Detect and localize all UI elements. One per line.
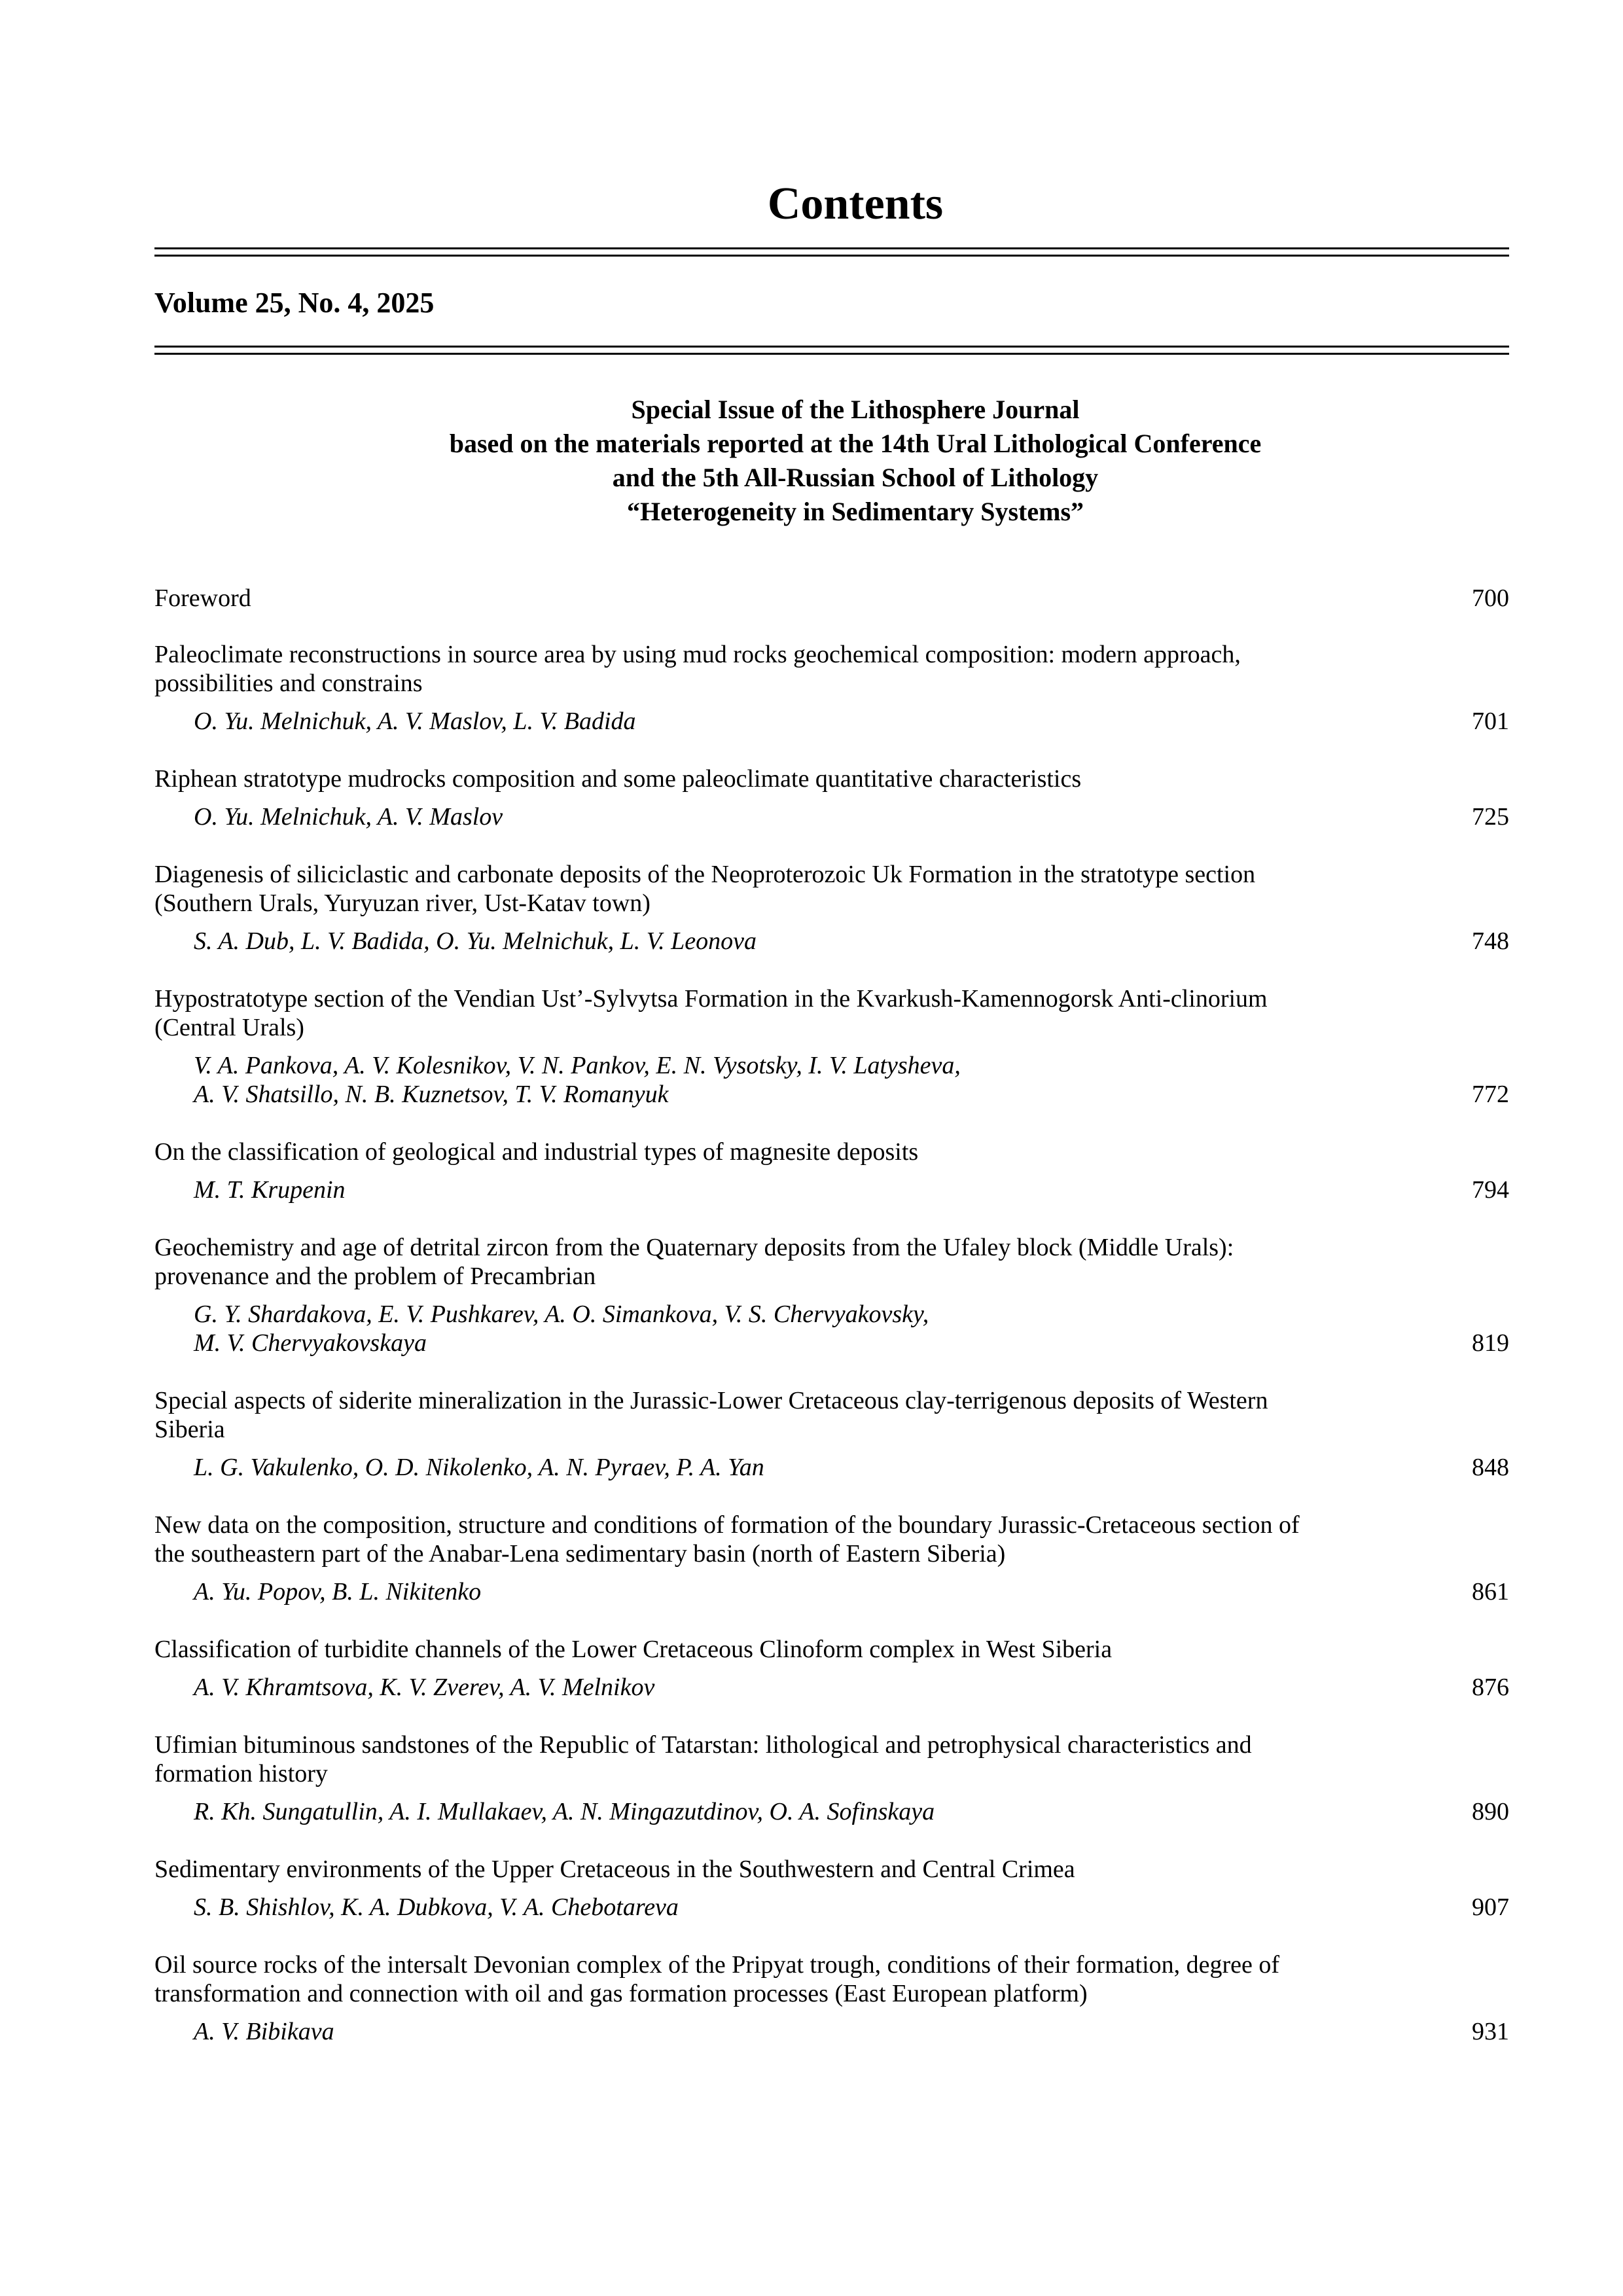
author-line: A. V. Shatsillo, N. B. Kuznetsov, T. V. Romanyuk [194, 1081, 669, 1108]
toc-entry[interactable] [154, 639, 1509, 736]
author-line: M. T. Krupenin [194, 1176, 346, 1204]
rule-line [154, 353, 1509, 355]
toc-entry[interactable] [154, 1385, 1509, 1482]
article-title[interactable]: On the classification of geological and industrial types of magnesite deposits [154, 1138, 919, 1166]
page-number: 748 [1472, 927, 1509, 955]
page-number: 794 [1472, 1176, 1509, 1204]
page-number: 848 [1472, 1454, 1509, 1481]
toc-entry[interactable] [154, 1509, 1509, 1606]
article-title[interactable]: Diagenesis of siliciclastic and carbonate deposits of the Neoproterozoic Uk Formation in the stratotype section (Southern Urals, Yuryuzan river, Ust-Katav town) [154, 861, 1256, 917]
author-line: L. G. Vakulenko, O. D. Nikolenko, A. N. Pyraev, P. A. Yan [194, 1454, 764, 1481]
author-line: A. V. Khramtsova, K. V. Zverev, A. V. Melnikov [194, 1674, 655, 1701]
article-authors [154, 1453, 1306, 1482]
author-line: S. A. Dub, L. V. Badida, O. Yu. Melnichuk, L. V. Leonova [194, 927, 757, 955]
rule-line [154, 255, 1509, 257]
author-line: V. A. Pankova, A. V. Kolesnikov, V. N. Pankov, E. N. Vysotsky, I. V. Latysheva, [194, 1052, 961, 1079]
article-authors [154, 802, 1306, 831]
author-line: R. Kh. Sungatullin, A. I. Mullakaev, A. N. Mingazutdinov, O. A. Sofinskaya [194, 1798, 935, 1825]
page-number: 819 [1472, 1329, 1509, 1357]
toc-entry[interactable] [154, 859, 1509, 956]
article-authors [154, 1300, 1306, 1357]
article-title[interactable]: Classification of turbidite channels of the Lower Cretaceous Clinoform complex in West Siberia [154, 1636, 1113, 1663]
special-issue-line: and the 5th All-Russian School of Lithology [612, 463, 1099, 492]
toc-entry[interactable] [154, 583, 1509, 613]
article-title[interactable]: Foreword [154, 584, 251, 612]
toc-entry[interactable] [154, 1232, 1509, 1357]
page-number: 701 [1472, 708, 1509, 735]
article-title[interactable]: Special aspects of siderite mineralization in the Jurassic-Lower Cretaceous clay-terrigenous deposits of Western Siberia [154, 1387, 1268, 1443]
article-authors [154, 1797, 1306, 1826]
article-title[interactable]: Ufimian bituminous sandstones of the Republic of Tatarstan: lithological and petrophysical characteristics and formation history [154, 1731, 1252, 1787]
page-title: Contents [767, 179, 944, 229]
volume-label: Volume 25, No. 4, 2025 [154, 287, 435, 319]
article-title[interactable]: Riphean stratotype mudrocks composition and some paleoclimate quantitative characteristics [154, 765, 1082, 793]
toc-entry[interactable] [154, 1854, 1509, 1922]
article-authors [154, 1577, 1306, 1606]
article-title[interactable]: Paleoclimate reconstructions in source area by using mud rocks geochemical composition: modern approach, possibilities and constrains [154, 641, 1241, 697]
article-authors [154, 1893, 1306, 1922]
toc-entry[interactable] [154, 1136, 1509, 1204]
author-line: A. Yu. Popov, B. L. Nikitenko [194, 1578, 482, 1605]
toc-entry[interactable] [154, 763, 1509, 831]
page-number: 876 [1472, 1674, 1509, 1701]
rule-line [154, 247, 1509, 249]
page-number: 931 [1472, 2018, 1509, 2045]
author-line: O. Yu. Melnichuk, A. V. Maslov [194, 803, 503, 831]
author-line: M. V. Chervyakovskaya [194, 1329, 427, 1357]
toc-entry[interactable] [154, 983, 1509, 1109]
toc-entry[interactable] [154, 1949, 1509, 2046]
page-number: 772 [1472, 1081, 1509, 1108]
author-line: O. Yu. Melnichuk, A. V. Maslov, L. V. Badida [194, 708, 636, 735]
toc-entry[interactable] [154, 1729, 1509, 1826]
page-number: 907 [1472, 1893, 1509, 1921]
article-authors [154, 707, 1306, 736]
article-title[interactable]: Sedimentary environments of the Upper Cretaceous in the Southwestern and Central Crimea [154, 1856, 1075, 1883]
article-title[interactable]: Geochemistry and age of detrital zircon from the Quaternary deposits from the Ufaley block (Middle Urals): provenance and the problem of Precambrian [154, 1234, 1234, 1290]
page-number: 861 [1472, 1578, 1509, 1605]
double-rule-divider [154, 346, 1509, 357]
author-line: G. Y. Shardakova, E. V. Pushkarev, A. O. Simankova, V. S. Chervyakovsky, [194, 1300, 929, 1328]
article-authors [154, 1051, 1306, 1109]
article-authors [154, 1673, 1306, 1702]
special-issue-heading [154, 393, 1509, 529]
page-number: 890 [1472, 1798, 1509, 1825]
special-issue-line: based on the materials reported at the 14th Ural Lithological Conference [449, 429, 1262, 458]
toc-entry[interactable] [154, 1634, 1509, 1702]
page-number: 700 [1472, 584, 1509, 612]
article-authors [154, 2017, 1306, 2046]
special-issue-line: Special Issue of the Lithosphere Journal [631, 395, 1080, 424]
double-rule-divider [154, 247, 1509, 259]
special-issue-line: “Heterogeneity in Sedimentary Systems” [626, 497, 1084, 526]
page-number: 725 [1472, 803, 1509, 831]
table-of-contents [154, 583, 1509, 2073]
author-line: S. B. Shishlov, K. A. Dubkova, V. A. Chebotareva [194, 1893, 679, 1921]
article-authors [154, 1175, 1306, 1204]
rule-line [154, 346, 1509, 348]
author-line: A. V. Bibikava [194, 2018, 334, 2045]
article-title[interactable]: Oil source rocks of the intersalt Devonian complex of the Pripyat trough, conditions of their formation, degree of transformation and connection with oil and gas formation processes (East European platform) [154, 1951, 1280, 2007]
article-title[interactable]: Hypostratotype section of the Vendian Ust’-Sylvytsa Formation in the Kvarkush-Kamennogorsk Anti-clinorium (Central Urals) [154, 985, 1268, 1041]
article-title[interactable]: New data on the composition, structure and conditions of formation of the boundary Jurassic-Cretaceous section of the southeastern part of the Anabar-Lena sedimentary basin (north of Eastern Siberia) [154, 1511, 1300, 1568]
article-authors [154, 927, 1306, 956]
